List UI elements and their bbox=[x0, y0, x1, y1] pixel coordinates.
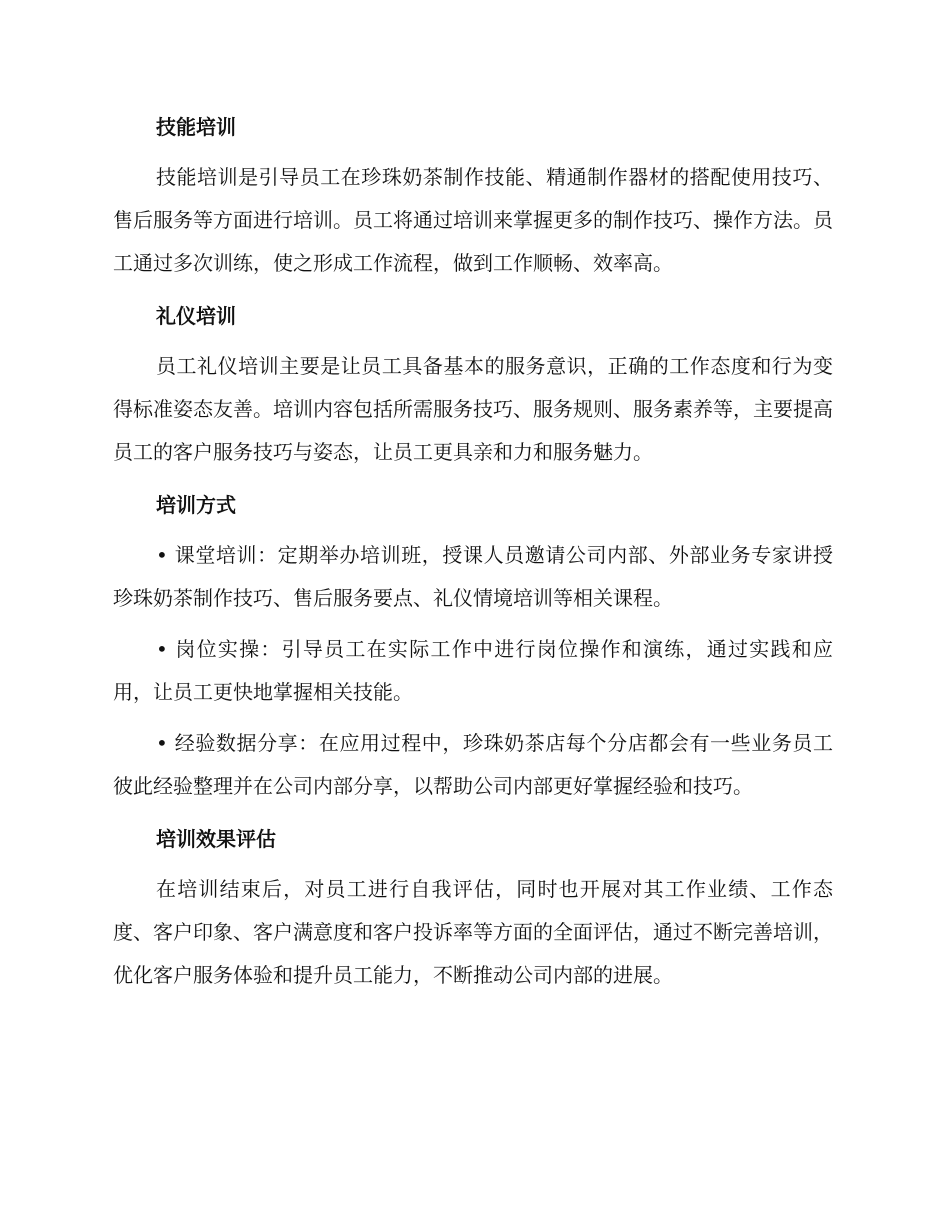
section-heading: 技能培训 bbox=[156, 115, 236, 139]
bullet-paragraph-classroom: • 课堂培训：定期举办培训班，授课人员邀请公司内部、外部业务专家讲授珍珠奶茶制作技巧、售后服务要点、礼仪情境培训等相关课程。 bbox=[113, 543, 833, 610]
document-body bbox=[113, 104, 833, 1005]
section-heading: 培训效果评估 bbox=[156, 827, 276, 851]
section-training-methods bbox=[113, 482, 833, 808]
bullet-paragraph-on-job: • 岗位实操：引导员工在实际工作中进行岗位操作和演练，通过实践和应用，让员工更快地掌握相关技能。 bbox=[113, 637, 833, 704]
body-paragraph: 在培训结束后，对员工进行自我评估，同时也开展对其工作业绩、工作态度、客户印象、客户满意度和客户投诉率等方面的全面评估，通过不断完善培训，优化客户服务体验和提升员工能力，不断推动公司内部的进展。 bbox=[113, 877, 833, 987]
body-paragraph: 员工礼仪培训主要是让员工具备基本的服务意识，正确的工作态度和行为变得标准姿态友善。培训内容包括所需服务技巧、服务规则、服务素养等，主要提高员工的客户服务技巧与姿态，让员工更具亲和力和服务魅力。 bbox=[113, 354, 833, 464]
body-paragraph: 技能培训是引导员工在珍珠奶茶制作技能、精通制作器材的搭配使用技巧、售后服务等方面进行培训。员工将通过培训来掌握更多的制作技巧、操作方法。员工通过多次训练，使之形成工作流程，做到工作顺畅、效率高。 bbox=[113, 165, 833, 275]
section-skill-training bbox=[113, 104, 833, 285]
section-heading: 礼仪培训 bbox=[156, 304, 236, 328]
section-training-evaluation bbox=[113, 816, 833, 997]
section-etiquette-training bbox=[113, 293, 833, 474]
section-heading: 培训方式 bbox=[156, 493, 236, 517]
bullet-paragraph-experience-sharing: • 经验数据分享：在应用过程中，珍珠奶茶店每个分店都会有一些业务员工彼此经验整理并在公司内部分享，以帮助公司内部更好掌握经验和技巧。 bbox=[113, 731, 833, 798]
